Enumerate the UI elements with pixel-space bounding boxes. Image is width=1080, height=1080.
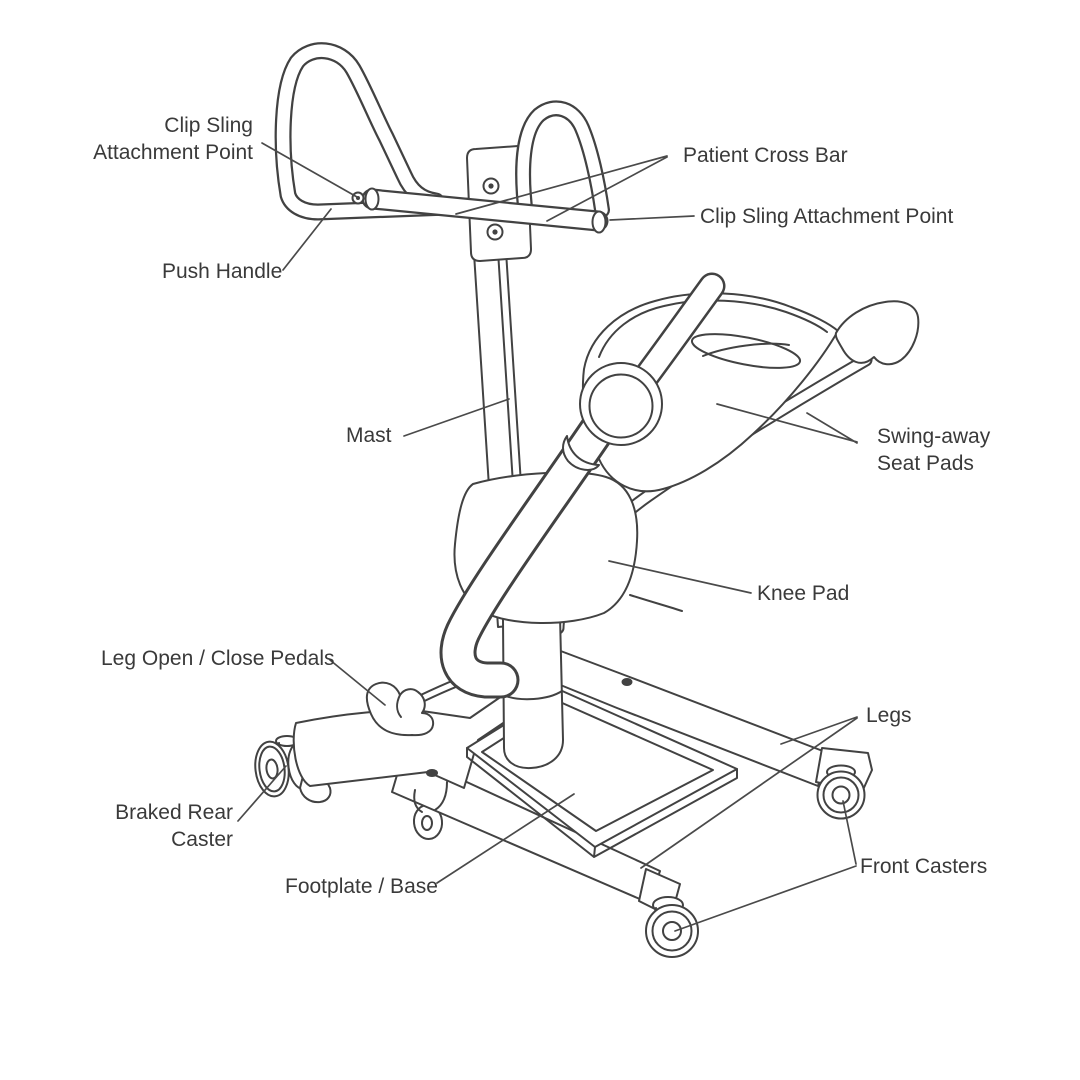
label-line: Caster	[171, 828, 233, 851]
cross-bar-end-cap	[366, 189, 379, 210]
label-front-casters: Front Casters	[860, 855, 988, 878]
label-clip-sling-attachment-top	[93, 112, 253, 166]
label-line: Clip Sling	[164, 114, 253, 137]
push-handle	[283, 51, 474, 212]
label-line: Swing-away	[877, 425, 991, 448]
cross-bar-end-cap	[593, 212, 606, 233]
label-leg-open-close-pedals: Leg Open / Close Pedals	[101, 647, 335, 670]
label-patient-cross-bar: Patient Cross Bar	[683, 144, 848, 167]
leg-pivot-bolt	[622, 678, 633, 686]
label-mast: Mast	[346, 424, 392, 447]
leader-pedals	[330, 660, 385, 705]
label-swing-away-seat-pads	[877, 423, 990, 477]
label-push-handle: Push Handle	[162, 260, 283, 283]
label-line: Seat Pads	[877, 452, 974, 475]
label-braked-rear-caster	[115, 799, 233, 853]
seat-pad-right	[836, 301, 919, 364]
patient-handle-loop	[523, 108, 602, 216]
label-footplate-base: Footplate / Base	[285, 875, 438, 898]
leg-pivot-bolt	[426, 769, 438, 777]
label-clip-sling-attachment-right: Clip Sling Attachment Point	[700, 205, 954, 228]
leader-front-casters	[675, 801, 856, 931]
label-line: Braked Rear	[115, 801, 233, 824]
label-knee-pad: Knee Pad	[757, 582, 850, 605]
label-legs: Legs	[866, 704, 912, 727]
front-caster-bottom	[646, 897, 698, 957]
leader-clip-sling-right	[610, 216, 694, 220]
label-line: Attachment Point	[93, 141, 253, 164]
